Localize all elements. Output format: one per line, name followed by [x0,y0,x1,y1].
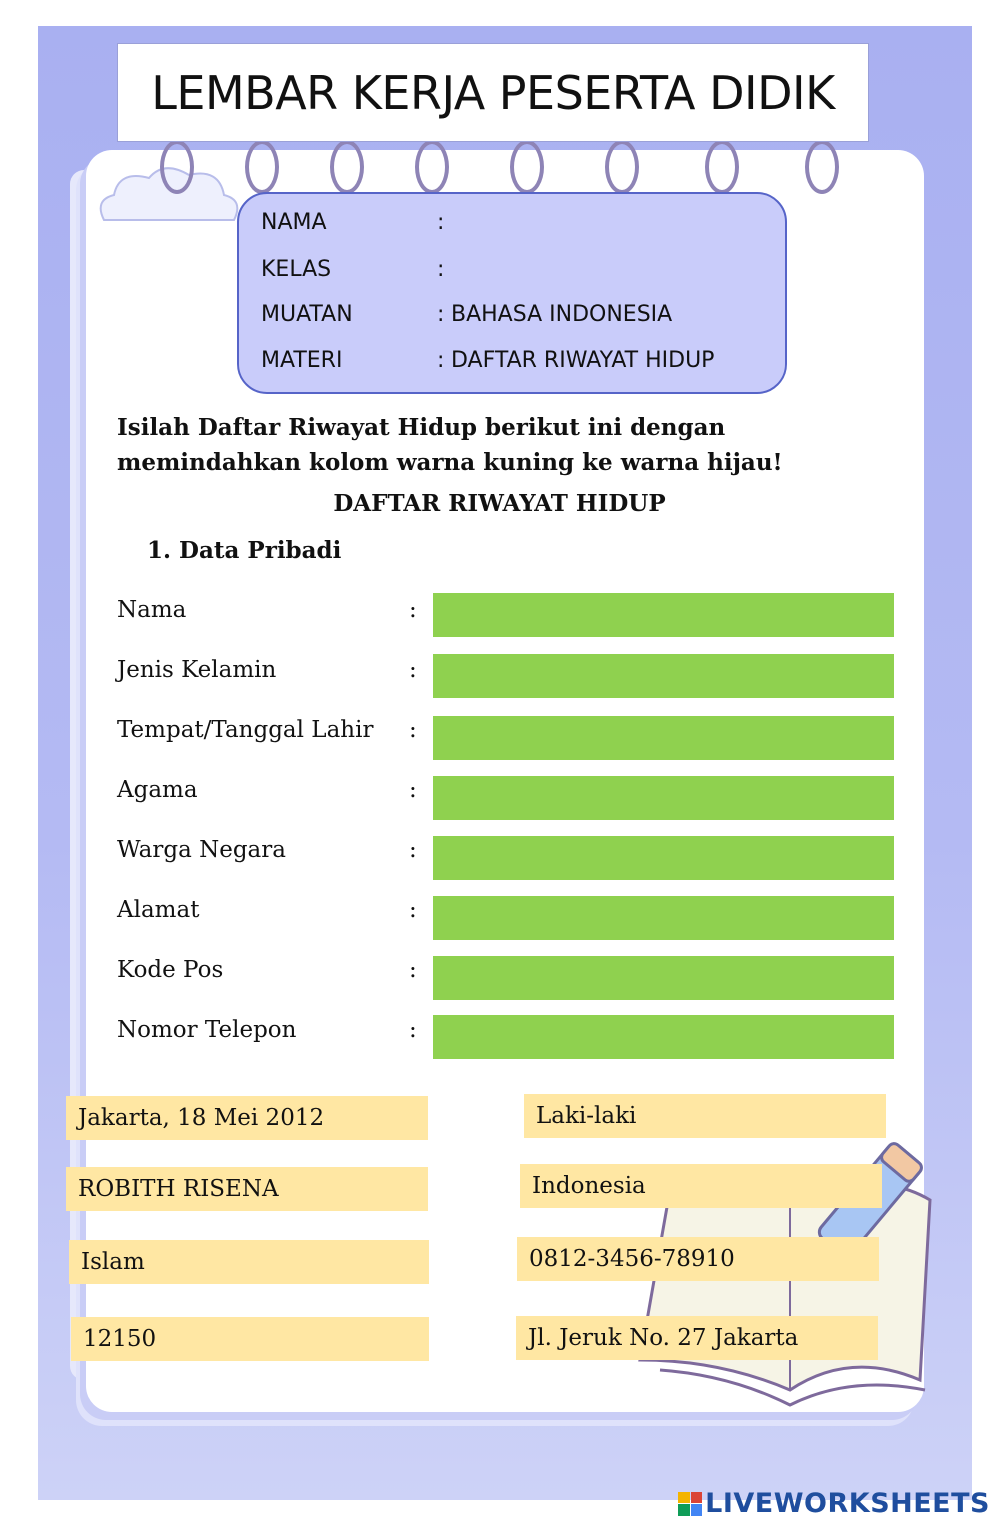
field-label-alamat: Alamat [117,897,200,923]
brand-name: LIVEWORKSHEETS [705,1488,990,1519]
info-colon: : [437,210,445,235]
spiral-ring-icon [415,140,449,194]
field-colon: : [409,657,417,683]
field-colon: : [409,717,417,743]
footer-brand[interactable] [678,1488,990,1519]
answer-jenis-kelamin[interactable]: Laki-laki [524,1094,886,1138]
drop-target-nomor-telepon[interactable] [433,1015,894,1059]
field-colon: : [409,897,417,923]
spiral-ring-icon [605,140,639,194]
drop-target-nama[interactable] [433,593,894,637]
info-label: NAMA [261,210,327,235]
drop-target-alamat[interactable] [433,896,894,940]
instruction-line: memindahkan kolom warna kuning ke warna hijau! [117,449,783,476]
field-label-warga-negara: Warga Negara [117,837,286,863]
spiral-ring-icon [330,140,364,194]
drop-target-warga-negara[interactable] [433,836,894,880]
worksheet-title-box [117,43,869,142]
answer-kode-pos[interactable]: 12150 [71,1317,429,1361]
info-colon: : [437,348,445,373]
cv-title: DAFTAR RIWAYAT HIDUP [333,490,666,517]
info-label: MUATAN [261,302,353,327]
field-label-nama: Nama [117,597,187,623]
answer-nama[interactable]: ROBITH RISENA [66,1167,428,1211]
field-label-nomor-telepon: Nomor Telepon [117,1017,297,1043]
info-label: MATERI [261,348,343,373]
field-label-jenis-kelamin: Jenis Kelamin [117,657,277,683]
answer-nomor-telepon[interactable]: 0812-3456-78910 [517,1237,879,1281]
info-value: BAHASA INDONESIA [451,302,673,327]
field-label-tempat-tanggal-lahir: Tempat/Tanggal Lahir [117,717,374,743]
spiral-ring-icon [160,140,194,194]
field-colon: : [409,597,417,623]
drop-target-jenis-kelamin[interactable] [433,654,894,698]
field-colon: : [409,777,417,803]
field-label-kode-pos: Kode Pos [117,957,224,983]
field-colon: : [409,837,417,863]
answer-tempat-tanggal-lahir[interactable]: Jakarta, 18 Mei 2012 [66,1096,428,1140]
info-label: KELAS [261,257,332,282]
drop-target-kode-pos[interactable] [433,956,894,1000]
student-info-box [237,192,787,394]
instruction-line: Isilah Daftar Riwayat Hidup berikut ini dengan [117,414,726,441]
instruction-text [117,410,837,480]
page-title: LEMBAR KERJA PESERTA DIDIK [151,65,835,120]
spiral-ring-icon [245,140,279,194]
field-colon: : [409,1017,417,1043]
liveworksheets-logo-icon [678,1492,702,1516]
answer-agama[interactable]: Islam [69,1240,429,1284]
drop-target-agama[interactable] [433,776,894,820]
info-value: DAFTAR RIWAYAT HIDUP [451,348,715,373]
spiral-ring-icon [705,140,739,194]
field-colon: : [409,957,417,983]
field-label-agama: Agama [117,777,198,803]
answer-alamat[interactable]: Jl. Jeruk No. 27 Jakarta [516,1316,878,1360]
drop-target-tempat-tanggal-lahir[interactable] [433,716,894,760]
section-title: 1. Data Pribadi [147,537,342,564]
spiral-ring-icon [510,140,544,194]
spiral-ring-icon [805,140,839,194]
info-colon: : [437,257,445,282]
info-colon: : [437,302,445,327]
answer-warga-negara[interactable]: Indonesia [520,1164,882,1208]
